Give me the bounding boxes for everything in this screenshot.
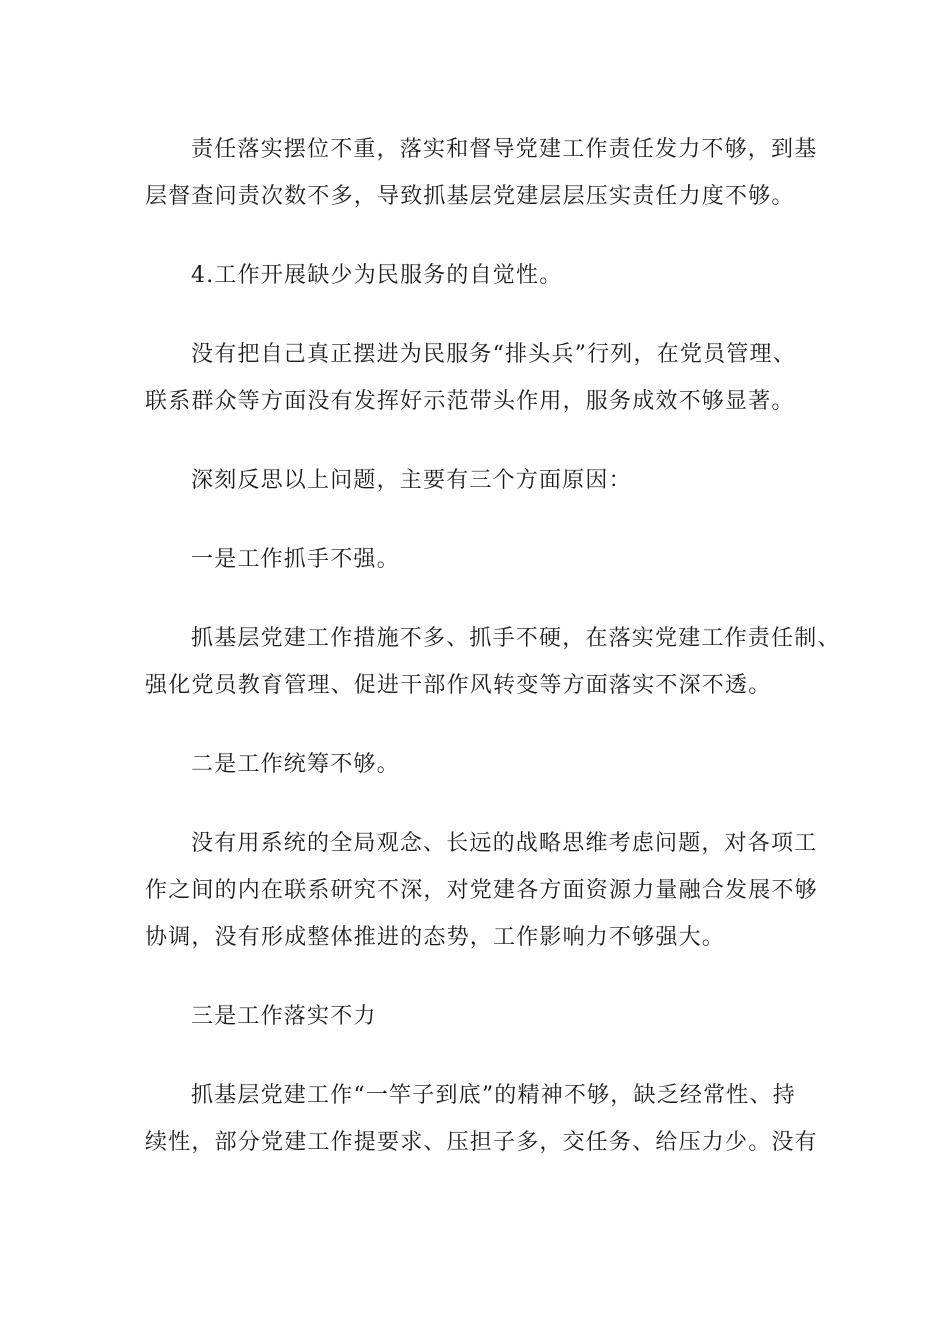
paragraph-line: 协调，没有形成整体推进的态势，工作影响力不够强大。 — [145, 925, 726, 950]
paragraph-line: 层督查问责次数不多，导致抓基层党建层层压实责任力度不够。 — [145, 184, 795, 209]
document-body — [145, 126, 841, 1198]
paragraph-line: 一是工作抓手不强。 — [191, 547, 400, 572]
paragraph — [145, 126, 818, 220]
paragraph-line: 没有把自己真正摆进为民服务“排头兵”行列，在党员管理、 — [191, 342, 796, 367]
paragraph — [145, 457, 805, 504]
paragraph-line: 责任落实摆位不重，落实和督导党建工作责任发力不够，到基 — [191, 137, 818, 162]
paragraph-line: 抓基层党建工作“一竿子到底”的精神不够，缺乏经常性、持 — [191, 1083, 796, 1108]
paragraph-line: 4.工作开展缺少为民服务的自觉性。 — [191, 263, 563, 288]
section-heading — [145, 741, 805, 788]
paragraph-line: 深刻反思以上问题，主要有三个方面原因： — [191, 468, 632, 493]
paragraph-line: 二是工作统筹不够。 — [191, 752, 400, 777]
section-heading — [145, 993, 805, 1040]
section-heading — [145, 536, 805, 583]
paragraph — [145, 1072, 818, 1166]
paragraph-line: 三是工作落实不力 — [191, 1004, 377, 1029]
paragraph-line: 联系群众等方面没有发挥好示范带头作用，服务成效不够显著。 — [145, 389, 795, 414]
paragraph — [145, 615, 841, 709]
section-heading — [145, 252, 805, 299]
paragraph-line: 强化党员教育管理、促进干部作风转变等方面落实不深不透。 — [145, 673, 772, 698]
paragraph — [145, 331, 805, 425]
paragraph — [145, 820, 818, 961]
paragraph-line: 作之间的内在联系研究不深，对党建各方面资源力量融合发展不够 — [145, 878, 818, 903]
paragraph-line: 没有用系统的全局观念、长远的战略思维考虑问题，对各项工 — [191, 831, 818, 856]
paragraph-line: 抓基层党建工作措施不多、抓手不硬，在落实党建工作责任制、 — [191, 626, 841, 651]
paragraph-line: 续性，部分党建工作提要求、压担子多，交任务、给压力少。没有 — [145, 1130, 818, 1155]
